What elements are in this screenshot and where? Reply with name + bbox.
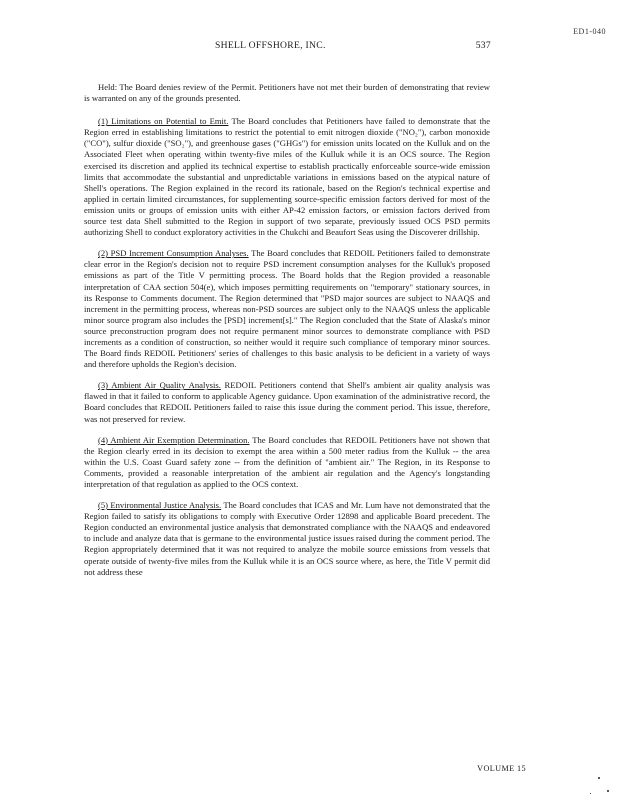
paragraph-heading: (1) Limitations on Potential to Emit. bbox=[98, 116, 229, 127]
paragraph-text: The Board concludes that REDOIL Petitioners failed to demonstrate clear error in the Region's decision not to require PSD increment consumption analyses for the Kulluk's proposed emissions as part of the Title V permitting process. The Board holds that the Region provided a reasonable interpretation of CAA section 504(e), which imposes permitting requirements on "temporary" stationary sources, in its Response to Comments document. The Region determined that "PSD major sources are subject to NAAQS and increment in the permitting process, whereas non-PSD sources are subject only to the NAAQS unless the applicable minor source program also includes the [PSD] increment[s]." The Region concluded that the State of Alaska's minor source preconstruction program does not require permanent minor sources to demonstrate compliance with PSD increments as a condition of construction, so neither would it require such compliance of temporary minor sources. The Board finds REDOIL Petitioners' series of challenges to this basic analysis to be deficient in a variety of ways and therefore upholds the Region's decision. bbox=[84, 248, 490, 370]
paragraph-ambient-air-exemption bbox=[84, 435, 490, 490]
paragraph-text: REDOIL Petitioners contend that Shell's ambient air quality analysis was flawed in that it failed to conform to applicable Agency guidance. Upon examination of the administrative record, the Board concludes that REDOIL Petitioners failed to raise this issue during the comment period. This issue, therefore, was not preserved for review. bbox=[84, 380, 490, 424]
paragraph-heading: (2) PSD Increment Consumption Analyses. bbox=[98, 248, 249, 259]
document-id: ED1-040 bbox=[573, 27, 606, 36]
paragraph-heading: (4) Ambient Air Exemption Determination. bbox=[98, 434, 250, 445]
scan-speck bbox=[598, 777, 600, 779]
page-number: 537 bbox=[475, 40, 491, 51]
paragraph-heading: (5) Environmental Justice Analysis. bbox=[98, 500, 222, 511]
paragraph-text: The Board concludes that REDOIL Petitioners have not shown that the Region clearly erred in its decision to exempt the area within a 500 meter radius from the Kulluk -- the area within the U.S. Coast Guard safety zone -- from the definition of "ambient air." The Region, in its Response to Comments, provided a reasonable interpretation of the ambient air regulation and the Agency's longstanding interpretation of that regulation as applied to the OCS context. bbox=[84, 434, 490, 489]
paragraph-potential-to-emit bbox=[84, 116, 490, 238]
paragraph-text: The Board concludes that Petitioners have failed to demonstrate that the Region erred in establishing limitations to restrict the potential to emit nitrogen dioxide ("NO₂"), carbon monoxide ("CO"), sulfur dioxide ("SO₂"), and greenhouse gases ("GHGs") for emission units located on the Kulluk and on the Associated Fleet when operating within twenty-five miles of the Kulluk while it is an OCS source. The Region exercised its discretion and applied its technical expertise to establish practically enforceable source-wide emission limits that accommodate the substantial and unpredictable variations in emissions based on the atypical nature of Shell's operations. The Region explained in the record its rationale, based on the Region's technical expertise and applied in certain limited circumstances, for supplementing source-specific emission factors derived for most of the emission units or groups of emission units with either AP-42 emission factors, or emission factors derived from source test data Shell submitted to the Region in support of two separate, previously issued OCS PSD permits authorizing Shell to conduct exploratory activities in the Chukchi and Beaufort Seas using the Discoverer drillship. bbox=[84, 116, 491, 238]
scan-speck bbox=[590, 793, 591, 794]
scan-speck bbox=[607, 790, 609, 792]
paragraph-text: The Board concludes that ICAS and Mr. Lum have not demonstrated that the Region failed to satisfy its obligations to comply with Executive Order 12898 and applicable Board precedent. The Region conducted an environmental justice analysis that demonstrated compliance with the NAAQS and endeavored to include and analyze data that is germane to the environmental justice issues raised during the comment period. The Region appropriately determined that it was not required to analyze the mobile source emissions from vessels that operate outside of twenty-five miles from the Kulluk while it is an OCS source where, as here, the Title V permit did not address these bbox=[84, 500, 490, 577]
volume-footer: VOLUME 15 bbox=[477, 764, 526, 773]
paragraph-environmental-justice bbox=[84, 500, 490, 578]
paragraph-psd-increment bbox=[84, 248, 490, 370]
body-text bbox=[84, 82, 490, 588]
paragraph-ambient-air-quality bbox=[84, 380, 490, 424]
paragraph-heading: (3) Ambient Air Quality Analysis. bbox=[98, 380, 221, 391]
running-head-title: SHELL OFFSHORE, INC. bbox=[215, 40, 326, 51]
holding-paragraph: Held: The Board denies review of the Permit. Petitioners have not met their burden of demonstrating that review is warranted on any of the grounds presented. bbox=[84, 82, 490, 104]
